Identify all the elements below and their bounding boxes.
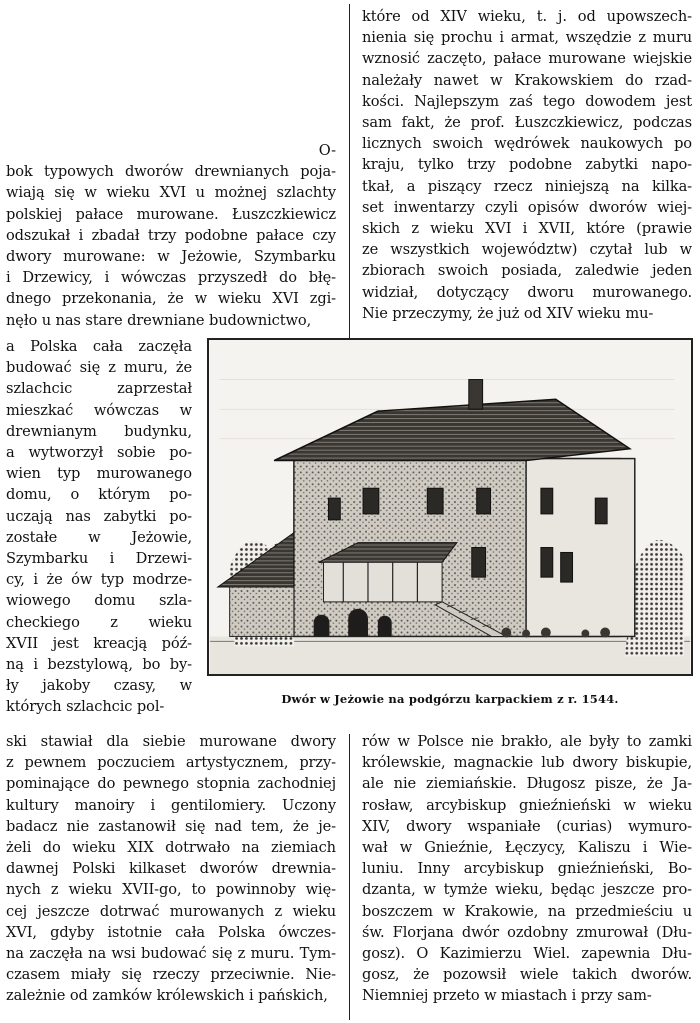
text-line: Niemniej przeto w miastach i przy sam-: [362, 987, 652, 1005]
text-line: domu, o którym po-: [6, 486, 192, 504]
text-line: skich z wieku XVI i XVII, które (prawie: [362, 220, 692, 238]
text-line: sam fakt, że prof. Łuszczkiewicz, podczas: [362, 114, 692, 132]
text-line: zależnie od zamków królewskich i pańskich,: [6, 987, 328, 1005]
text-line: budować się z muru, że: [6, 359, 192, 377]
text-line: szlachcic zaprzestał: [6, 380, 192, 398]
text-line: na zaczęła na wsi budować się z muru. Tym-: [6, 945, 336, 963]
text-line: św. Florjana dwór ozdobny zmurował (Dłu-: [362, 923, 692, 941]
text-line: wien typ murowanego: [6, 465, 192, 483]
text-line: rów w Polsce nie brakło, ale były to zamki: [362, 733, 692, 750]
text-line: cej jeszcze dotrwać murowanych z wieku: [6, 902, 336, 920]
text-line: cy, i że ów typ modrze-: [6, 571, 192, 589]
text-line: luniu. Inny arcybiskup gnieźnieński, Bo-: [362, 860, 692, 878]
text-line: pominające do pewnego stopnia zachodniej: [6, 775, 336, 793]
text-line: wznosić zaczęto, pałace murowane wiejskie: [362, 50, 692, 68]
text-line: których szlachcic pol-: [6, 698, 165, 716]
text-line: dnego przekonania, że w wieku XVI zgi-: [6, 290, 336, 308]
text-line: ze wszystkich województw) czytał lub w: [362, 241, 692, 259]
text-line: ną i bezstylową, bo by-: [6, 656, 192, 674]
text-line: ły jakoby czasy, w: [6, 677, 192, 695]
text-line: odszukał i zbadał trzy podobne pałace czy: [6, 226, 336, 244]
text-line: bok typowych dworów drewnianych poja-: [6, 163, 336, 181]
text-line: dwory murowane: w Jeżowie, Szymbarku: [6, 248, 336, 266]
column-divider-top: [349, 4, 350, 342]
text-line: nienia się prochu i armat, wszędzie z muru: [362, 29, 692, 47]
text-line: tkał, a piszący rzecz niniejszą na kilka-: [362, 177, 692, 195]
text-line: checkiego z wieku: [6, 613, 192, 631]
text-line: a wytworzył sobie po-: [6, 444, 192, 462]
text-line: O-: [318, 142, 336, 159]
text-line: kości. Najlepszym zaś tego dowodem jest: [362, 92, 692, 110]
manor-house-drawing: [209, 340, 691, 674]
text-line: a Polska cała zaczęła: [6, 338, 192, 355]
text-line: widział, dotyczący dworu murowanego.: [362, 283, 692, 301]
text-line: wał w Gnieźnie, Łęczycy, Kaliszu i Wie-: [362, 839, 692, 857]
text-column-bottom-right: [362, 731, 692, 1007]
text-line: zbiorach swoich posiada, zaledwie jeden: [362, 262, 692, 280]
text-line: Szymbarku i Drzewi-: [6, 550, 192, 568]
text-line: XVII jest kreacją póź-: [6, 634, 192, 652]
text-line: rosław, arcybiskup gnieźnieński w wieku: [362, 796, 692, 814]
text-line: Nie przeczymy, że już od XIV wieku mu-: [362, 304, 654, 322]
text-column-bottom-left: [6, 731, 336, 1007]
text-line: ale nie ziemiańskie. Długosz pisze, że Ja-: [362, 775, 692, 793]
text-line: nęło u nas stare drewniane budownictwo,: [6, 311, 312, 329]
text-line: mieszkać wówczas w: [6, 401, 192, 419]
text-line: drewnianym budynku,: [6, 422, 192, 440]
text-line: gosz, że pozowsił wiele takich dworów.: [362, 966, 692, 984]
text-line: kraju, tylko trzy podobne zabytki napo-: [362, 156, 692, 174]
text-line: wiają się w wieku XVI u możnej szlachty: [6, 184, 336, 202]
text-line: dzanta, w tymże wieku, będąc jeszcze pro-: [362, 881, 692, 899]
text-line: XIV, dwory wspaniałe (curias) wymuro-: [362, 817, 692, 835]
text-line: licznych swoich wędrówek naukowych po: [362, 135, 692, 153]
text-line: XVI, gdyby istotnie cała Polska ówczes-: [6, 923, 336, 941]
text-line: królewskie, magnackie lub dwory biskupie,: [362, 754, 692, 772]
text-line: wiowego domu szla-: [6, 592, 192, 610]
text-column-top-left: [6, 140, 336, 331]
text-line: boszczem w Krakowie, na przedmieściu u: [362, 902, 692, 920]
text-line: czasem miały się rzeczy przeciwnie. Nie-: [6, 966, 336, 984]
text-line: które od XIV wieku, t. j. od upowszech-: [362, 8, 692, 25]
text-line: z pewnem poczuciem artystycznem, przy-: [6, 754, 336, 772]
text-line: uczają nas zabytki po-: [6, 507, 192, 525]
text-line: należały nawet w Krakowskiem do rzad-: [362, 71, 692, 89]
text-line: ski stawiał dla siebie murowane dwory: [6, 733, 336, 750]
text-line: żeli do wieku XIX dotrwało na ziemiach: [6, 839, 336, 857]
text-line: dawnej Polski kilkaset dworów drewnia-: [6, 860, 336, 878]
text-column-wrap-left: [6, 336, 192, 718]
text-column-top-right: [362, 6, 692, 324]
figure-caption: Dwór w Jeżowie na podgórzu karpackiem z r. 1544.: [281, 692, 619, 706]
text-line: zostałe w Jeżowie,: [6, 528, 192, 546]
text-line: kultury manoiry i gentilomiery. Uczony: [6, 796, 336, 814]
text-line: nych z wieku XVII-go, to powinnoby wię-: [6, 881, 336, 899]
text-line: gosz). O Kazimierzu Wiel. zapewnia Dłu-: [362, 945, 692, 963]
text-line: polskiej pałace murowane. Łuszczkiewicz: [6, 205, 336, 223]
text-line: set inwentarzy czyli opisów dworów wiej-: [362, 198, 692, 216]
manor-house-illustration: [207, 338, 693, 676]
text-line: badacz nie zastanowił się nad tem, że je-: [6, 817, 336, 835]
column-divider-bottom: [349, 734, 350, 1020]
text-line: i Drzewicy, i wówczas przyszedł do błę-: [6, 269, 336, 287]
